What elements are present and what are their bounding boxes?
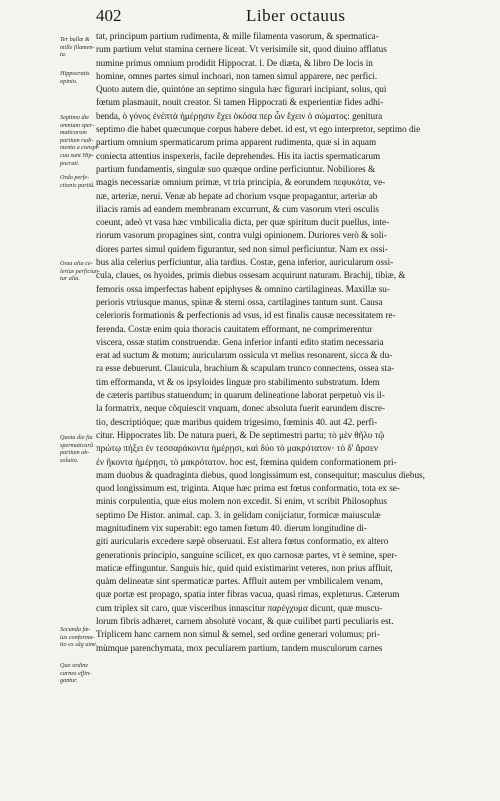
text-line: næ, arteriæ, nerui. Venæ ab hepate ad chorium vsque propagantur, arteriæ ab [96, 190, 378, 201]
text-line: coniecta attentius inspexeris, facile deprehendes. His ita iactis spermaticarum [96, 150, 381, 161]
text-line: benda, ὁ γόνος ἐνέπτὰ ἡμέρῃσιν ἔχει ὁκόσα περ ὦν ἔχειν ὁ σώματος: genitura [96, 110, 383, 121]
margin-note: Secunda fœ- tus conforma- tio ex sãg uine. [60, 626, 98, 649]
text-line: la formatrix, neque cõquiescit vnquam, donec absoluta fuerit earundem discre- [96, 403, 386, 414]
text-line: ferenda. Costæ enim quia thoracis cauitatem efformant, ne comprimerentur [96, 323, 373, 334]
text-line: cula, claues, os hyoides, primis diebus ossesam acquirunt naturam. Brachij, tibiæ, & [96, 270, 406, 281]
text-line: ἐν ἥκοντα ἡμέρῃσι, τὸ μακρότατον. hoc est, fœmina quidem conformationem pri- [96, 456, 397, 467]
margin-note: Hippocratis opinio. [60, 70, 90, 85]
text-line: quod longissimum est, triginta. Atque hæc prima est fœtus conformatio, tota ex se- [96, 483, 400, 494]
text-line: quæ portæ est propago, spatia inter fibras vacua, quasi rimas, expleturus. Cæterum [96, 589, 400, 600]
margin-note: Quota die fia spermaticarũ partium ab- solutio. [60, 434, 93, 464]
text-line: Triplicem hanc carnem non simul & semel, sed ordine generari volumus; pri- [96, 629, 380, 640]
text-line: tio, descriptióque; quæ maribus quidem trigesimo, fœminis 40. aut 42. perfi- [96, 416, 378, 427]
running-title: Liber octauus [246, 6, 346, 25]
margin-note: Septimo die omnium sper- maticorum partium rudi- menta a conspi- cua sunt Hip- pocrati. [60, 114, 100, 167]
text-line: iliacis ramis ad eandem membranam excurrunt, & cum vasorum vteri osculis [96, 203, 379, 214]
text-line: mam duobus & quadraginta diebus, quod longissimum est, consequitur; masculus diebus, [96, 469, 425, 480]
text-line: cum triplex sit caro, quæ visceribus innascitur παρέγχυμα dicunt, quæ muscu- [96, 602, 383, 613]
text-line: fœtum plasmauit, nouit creator. Si tamen Hippocrati & experientiæ fides adhi- [96, 97, 384, 108]
text-line: numine primus omnium prodidit Hippocrat. l. De diæta, & libro De locis in [96, 57, 373, 68]
text-line: septimo die habet quæcunque corpus habere debet. id est, vt ego interpretor, septimo die [96, 124, 421, 135]
text-line: πρώτῳ πήξει ἐν τεσσαράκοντα ἡμέρῃσι, καὶ δύο τὸ μακρότατον· τὸ δ' ἄρσεν [96, 443, 378, 454]
page-number: 402 [96, 6, 122, 25]
text-line: magnitudinem vix superabit: ego tamen fœtum 40. dierum longitudine di- [96, 522, 367, 533]
text-line: bus alia celerius perficiuntur, alia tardius. Costæ, gena inferior, auricularum ossi- [96, 257, 394, 268]
text-line: Quoto autem die, quintóne an septimo singula hæc figurari incipiant, solus, qui [96, 84, 387, 95]
text-line: femoris ossa imperfectas habent epiphyses & omnino cartilagineas. Maxillæ su- [96, 283, 390, 294]
text-line: quàm delineatæ sint spermaticæ partes. Affluit autem per vmbilicalem venam, [96, 576, 383, 587]
text-line: perioris vtriusque manus, spinæ & sterni ossa, cartilagines tantum sunt. Causa [96, 296, 383, 307]
text-line: lorum fibris adhæret, carnem absolutè vocant, & quæ cuilibet parti peculiaris est. [96, 616, 394, 627]
text-line: maticæ effinguntur. Sanguis hic, quid quid existimarint veteres, non prius affluit, [96, 562, 393, 573]
margin-note: Ordo perfe- ctionis partiũ. [60, 174, 95, 189]
margin-note: Ossa alia ce- lerius perficiun- tur alia. [60, 260, 101, 283]
text-line: magis necessariæ omnium primæ, vt tria principia, & eorundem πεφυκότα, ve- [96, 177, 386, 188]
text-line: rum partium velut stamina cernere liceat. Vt verisimile sit, quod diuino afflatus [96, 44, 387, 55]
main-text-block [96, 30, 494, 796]
text-line: tat, principum partium rudimenta, & mille filamenta vasorum, & spermatica- [96, 31, 379, 41]
text-line: de cæteris partibus statuendum; in quarum delineatione laborat perpetuò vis il- [96, 390, 385, 401]
text-line: partium omnium spermaticarum prima apparent rudimenta, quæ si in aquam [96, 137, 377, 148]
text-line: septimo De Histor. animal. cap. 3. in gelidam conijciatur, formicæ maiusculæ [96, 509, 381, 520]
text-line: viscera, ossæ statim construendæ. Gena inferior infanti edito statim necessaria [96, 336, 384, 347]
margin-note: Quo ordine carnes effin- gantur. [60, 662, 92, 685]
text-line: coeunt, adeò vt vasa hæc vmbilicalia dicta, per quæ spiritum ducit puellus, inte- [96, 217, 390, 228]
page-header [96, 6, 494, 28]
text-line: homine, omnes partes simul inchoari, non tamen simul apparere, nec perfici. [96, 70, 378, 81]
margin-note: Ter bullæ & mille filamen- ta. [60, 36, 95, 59]
text-line: celerioris formationis & perfectionis ad vsus, id est finalis causæ necessitatem re- [96, 310, 396, 321]
text-line: citur. Hippocrates lib. De natura pueri, & De septimestri partu; τὸ μὲν θῆλυ τῷ [96, 429, 385, 440]
text-line: giti auricularis excedere sæpè obseruaui. Est altera fœtus conformatio, ex altero [96, 536, 389, 547]
text-line: partium fundamentis, singulæ suo quæque ordine perficiuntur. Nobiliores & [96, 163, 376, 174]
text-line: erat ad suctum & motum; auricularum ossicula vt melius resonarent, sicca & du- [96, 350, 393, 361]
text-line: riorum vasorum propagines sint, contra vulgi opinionem. Duriores verò & soli- [96, 230, 387, 241]
text-line: minis corpulentia, quæ eius molem non excedit. Si enim, vt scribit Philosophus [96, 496, 387, 507]
text-line: mùmque parenchymata, mox peculiarem partium, tandem musculorum carnes [96, 642, 383, 653]
text-line: diores partes simul quidem figurantur, sed non simul perficiuntur. Nam ex ossi- [96, 243, 388, 254]
text-line: ra esse debuerunt. Clauicula, brachium & scapulam trunco connectens, ossea sta- [96, 363, 395, 374]
text-line: tim efformanda, vt & os ipsyloides linguæ pro stabilimento substratum. Idem [96, 376, 380, 387]
text-line: generationis principio, sanguine scilicet, ex quo carnosæ partes, vt è semine, sper- [96, 549, 398, 560]
